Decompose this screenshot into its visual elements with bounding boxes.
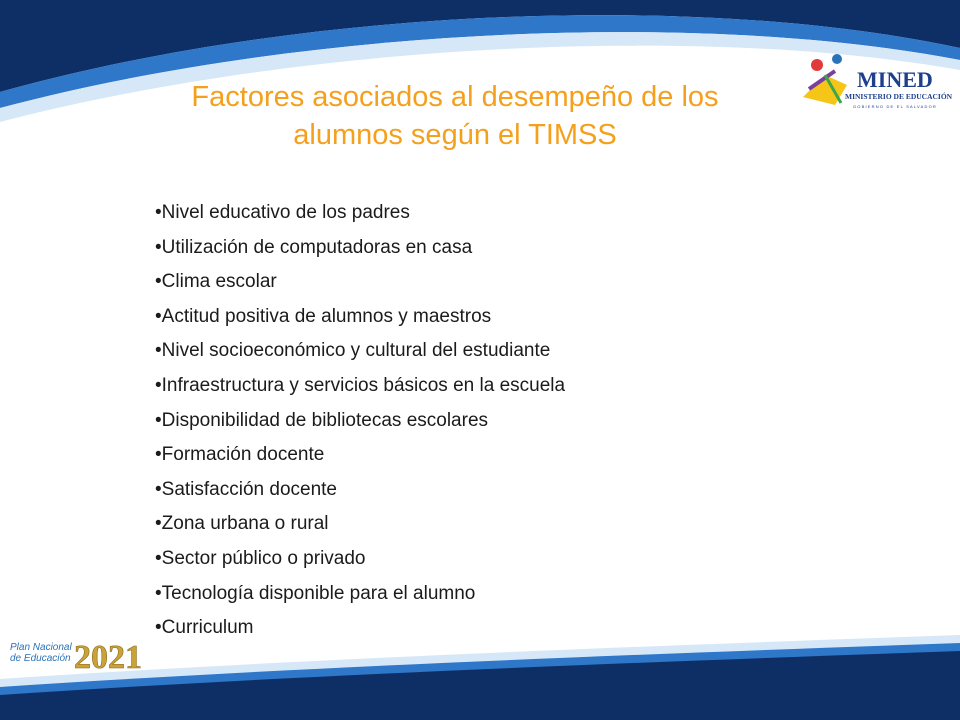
list-item: •Nivel socioeconómico y cultural del estudiante — [155, 340, 551, 362]
list-item: •Zona urbana o rural — [155, 513, 329, 535]
mined-logo — [795, 45, 960, 125]
plan-logo-line2: de Educación — [10, 653, 71, 664]
slide-title: Factores asociados al desempeño de los alumnos según el TIMSS — [191, 81, 719, 151]
list-item: •Clima escolar — [155, 271, 277, 293]
plan-nacional-logo — [8, 630, 168, 678]
list-item: •Sector público o privado — [155, 547, 366, 569]
list-item: •Tecnología disponible para el alumno — [155, 582, 476, 604]
factor-list — [155, 196, 795, 646]
list-item: •Curriculum — [155, 617, 254, 639]
list-item: •Formación docente — [155, 444, 325, 466]
plan-logo-year: 2021 — [74, 639, 142, 676]
mined-logo-text: MINED — [857, 67, 933, 92]
mined-logo-tagline: GOBIERNO DE EL SALVADOR — [853, 104, 937, 109]
list-item: •Satisfacción docente — [155, 478, 337, 500]
mined-logo-subtitle: MINISTERIO DE EDUCACIÓN — [845, 92, 953, 101]
list-item: •Actitud positiva de alumnos y maestros — [155, 305, 492, 327]
list-item: •Disponibilidad de bibliotecas escolares — [155, 409, 489, 431]
list-item: •Utilización de computadoras en casa — [155, 236, 473, 258]
list-item: •Nivel educativo de los padres — [155, 202, 410, 223]
plan-logo-line1: Plan Nacional — [10, 642, 72, 653]
list-item: •Infraestructura y servicios básicos en la escuela — [155, 374, 566, 396]
child-figure-icon — [803, 54, 847, 105]
